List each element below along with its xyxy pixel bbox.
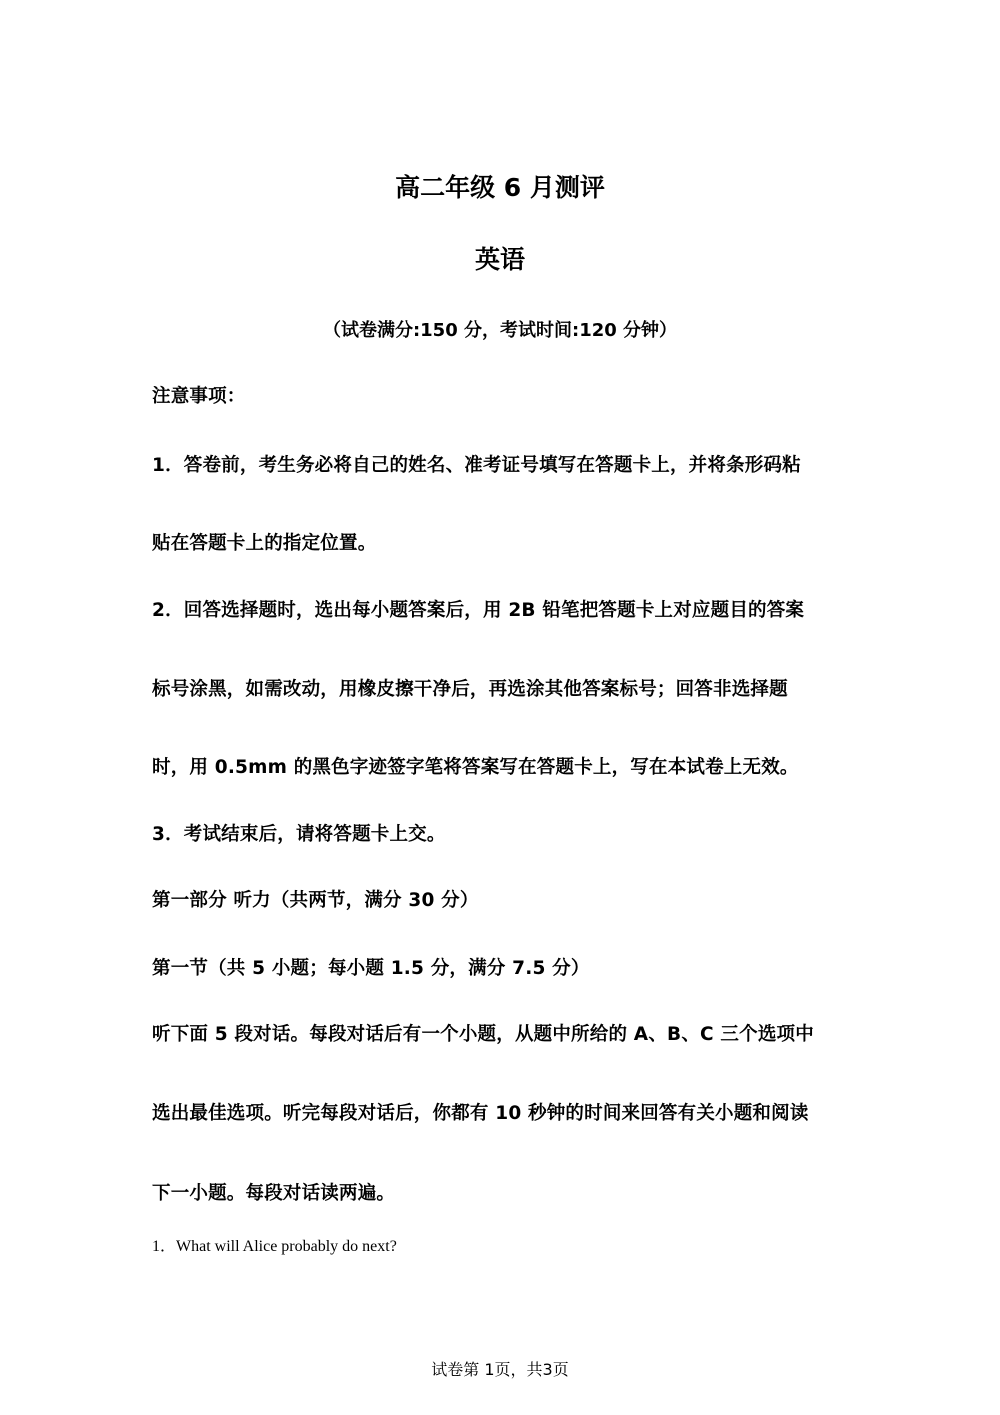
instruction-line: 下一小题。每段对话读两遍。 xyxy=(152,1183,396,1204)
notes-line: 标号涂黑，如需改动，用橡皮擦干净后，再选涂其他答案标号；回答非选择题 xyxy=(152,679,788,700)
page-footer: 试卷第 1页，共3页 xyxy=(431,1360,569,1379)
notes-line: 时，用 0.5mm 的黑色字迹签字笔将答案写在答题卡上，写在本试卷上无效。 xyxy=(152,757,799,778)
notes-line: 1．答卷前，考生务必将自己的姓名、准考证号填写在答题卡上，并将条形码粘 xyxy=(152,455,801,476)
instruction-line: 选出最佳选项。听完每段对话后，你都有 10 秒钟的时间来回答有关小题和阅读 xyxy=(152,1103,809,1124)
notes-line: 3．考试结束后，请将答题卡上交。 xyxy=(152,824,446,845)
exam-title: 高二年级 6 月测评 xyxy=(395,173,605,202)
instruction-line: 听下面 5 段对话。每段对话后有一个小题，从题中所给的 A、B、C 三个选项中 xyxy=(152,1024,814,1045)
notes-heading: 注意事项： xyxy=(152,386,246,407)
part1-heading: 第一部分 听力（共两节，满分 30 分） xyxy=(152,890,479,911)
notes-line: 贴在答题卡上的指定位置。 xyxy=(152,533,377,554)
notes-line: 2．回答选择题时，选出每小题答案后，用 2B 铅笔把答题卡上对应题目的答案 xyxy=(152,600,805,621)
exam-info: （试卷满分:150 分，考试时间:120 分钟） xyxy=(322,320,678,341)
question-item: 1．What will Alice probably do next? xyxy=(152,1238,397,1255)
exam-subject: 英语 xyxy=(474,245,525,274)
section1-heading: 第一节（共 5 小题；每小题 1.5 分，满分 7.5 分） xyxy=(152,958,590,979)
